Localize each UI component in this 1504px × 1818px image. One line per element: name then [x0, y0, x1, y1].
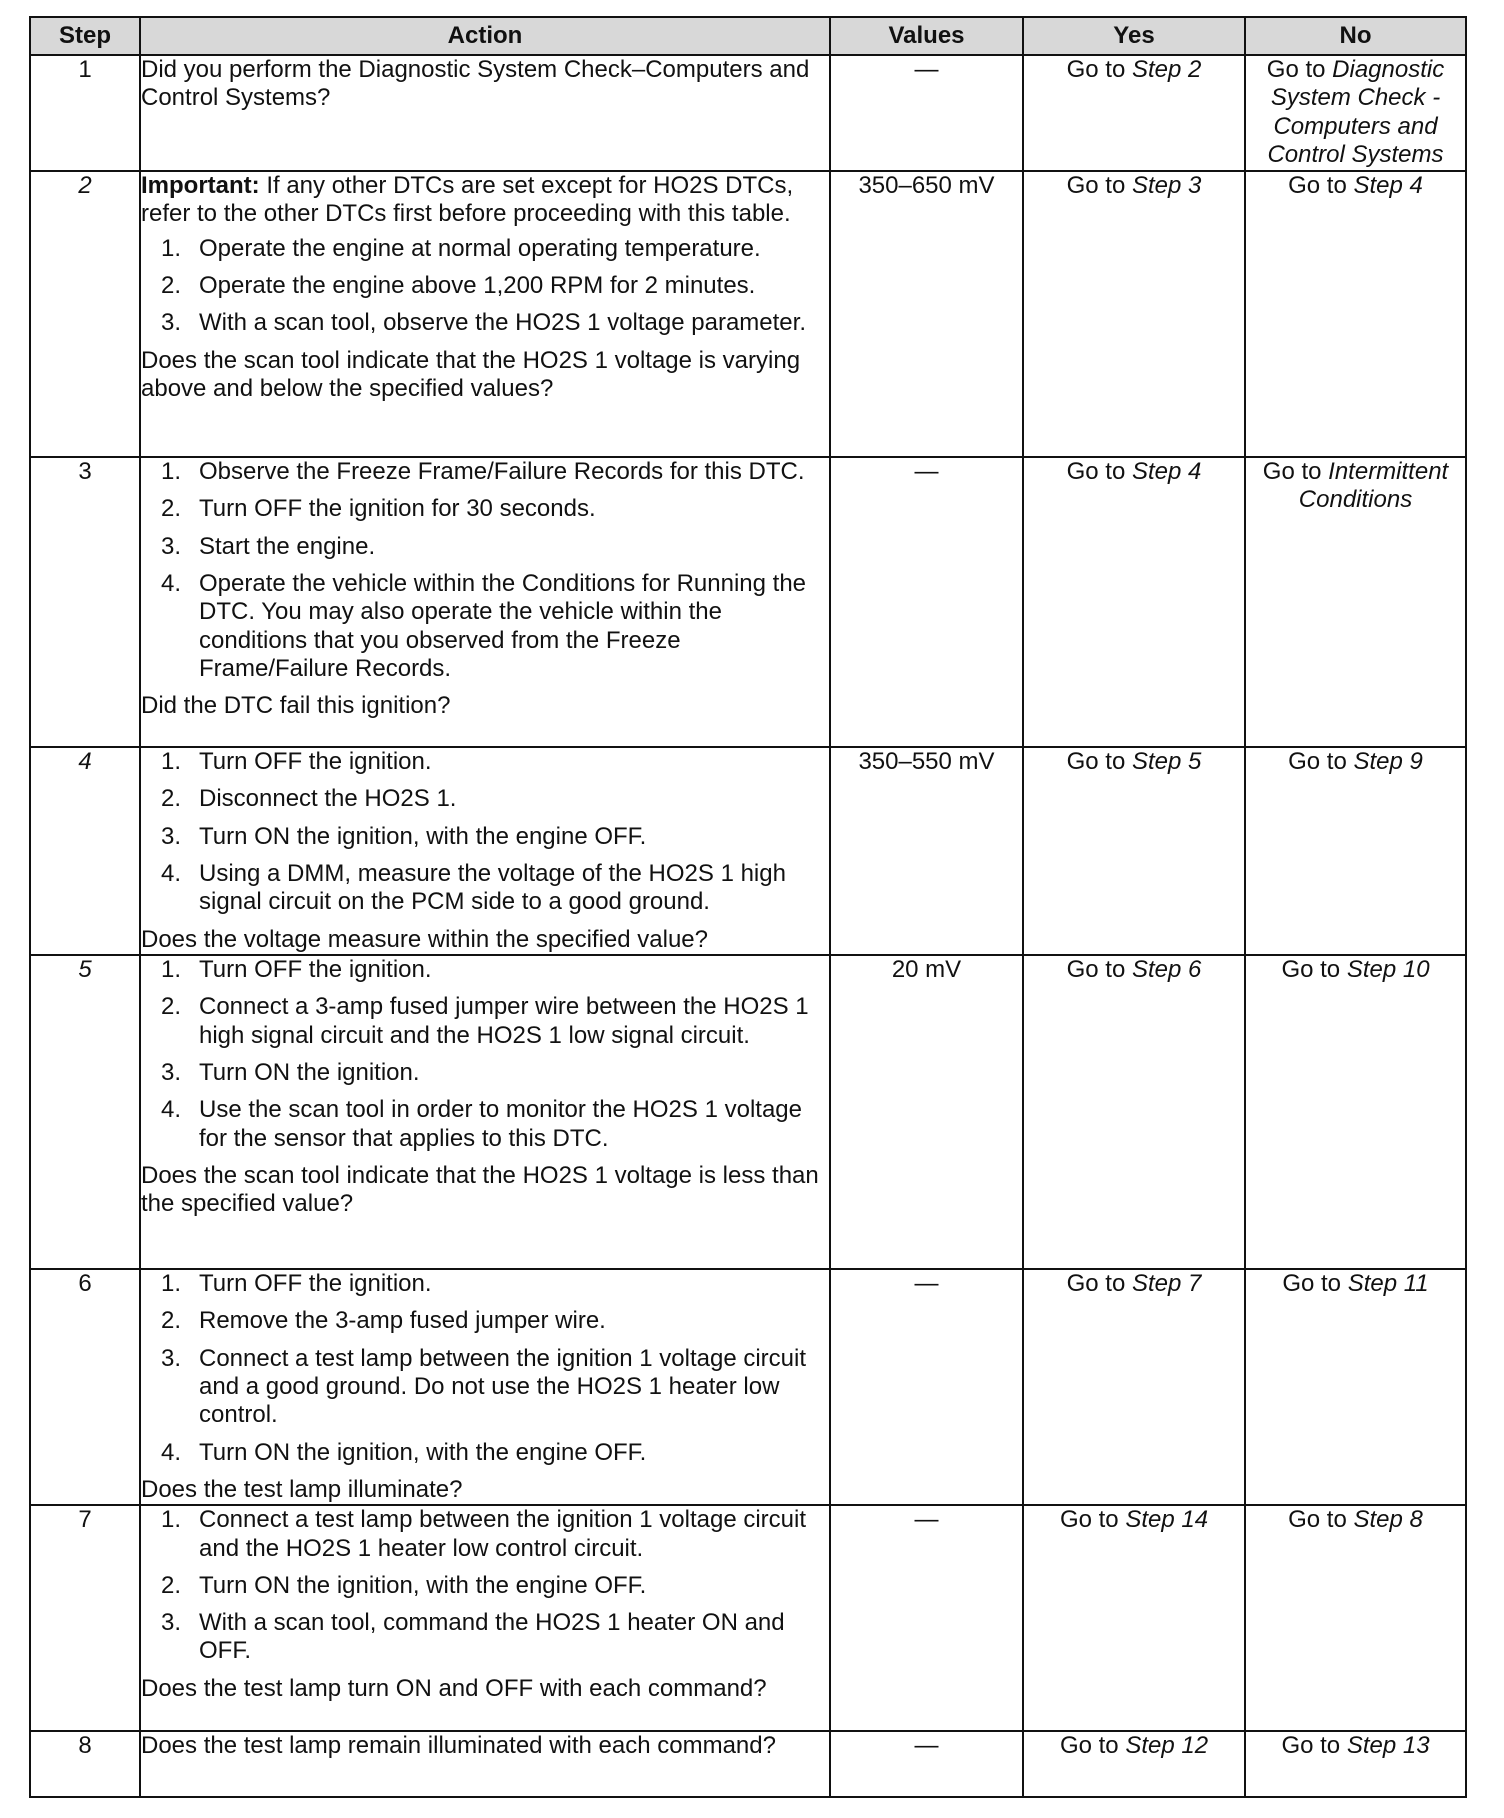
yes-prefix: Go to	[1066, 56, 1126, 83]
no-prefix: Go to	[1288, 1506, 1347, 1534]
no-cell	[1245, 1269, 1466, 1505]
list-item: 4. Turn ON the ignition, with the engine OFF.	[161, 1438, 647, 1466]
step-number: 4	[30, 747, 140, 955]
procedure-list	[141, 956, 829, 1153]
no-prefix: Go to	[1266, 56, 1326, 83]
no-prefix: Go to	[1282, 1270, 1342, 1297]
yes-prefix: Go to	[1066, 748, 1126, 775]
action-cell	[140, 1505, 830, 1731]
no-prefix: Go to	[1281, 956, 1341, 983]
yes-prefix: Go to	[1059, 1732, 1119, 1760]
yes-prefix: Go to	[1066, 1270, 1126, 1297]
yes-prefix: Go to	[1066, 458, 1126, 485]
action-question: Does the test lamp illuminate?	[141, 1475, 463, 1503]
list-item: 1. Observe the Freeze Frame/Failure Records for this DTC.	[161, 458, 805, 485]
procedure-list	[141, 1506, 829, 1666]
action-cell	[140, 55, 830, 171]
no-link[interactable]: Step 10	[1346, 956, 1430, 983]
yes-link[interactable]: Step 2	[1131, 56, 1202, 83]
list-item: 1. Connect a test lamp between the ignition 1 voltage circuit and the HO2S 1 heater low control circuit.	[161, 1506, 807, 1562]
table-row	[30, 1505, 1466, 1731]
yes-link[interactable]: Step 12	[1125, 1732, 1209, 1760]
list-item: 1. Turn OFF the ignition.	[161, 956, 432, 983]
action-question: Does the test lamp remain illuminated with each command?	[141, 1732, 776, 1760]
step-number: 6	[30, 1269, 140, 1505]
action-cell	[140, 1731, 830, 1797]
important-note	[141, 172, 829, 229]
important-label: Important:	[141, 172, 260, 199]
no-prefix: Go to	[1262, 458, 1322, 485]
yes-cell	[1023, 1505, 1245, 1731]
yes-cell	[1023, 1731, 1245, 1797]
yes-prefix: Go to	[1059, 1506, 1119, 1534]
no-link[interactable]: Step 11	[1347, 1270, 1429, 1297]
action-question: Did you perform the Diagnostic System Check–Computers and Control Systems?	[141, 56, 810, 112]
list-item: 3. Connect a test lamp between the ignition 1 voltage circuit and a good ground. Do not use the HO2S 1 heater low control.	[161, 1344, 807, 1429]
yes-link[interactable]: Step 14	[1125, 1506, 1209, 1534]
no-link[interactable]: Step 4	[1353, 172, 1423, 199]
no-prefix: Go to	[1281, 1732, 1341, 1760]
procedure-list	[141, 1270, 829, 1467]
table-row	[30, 1731, 1466, 1797]
header-row	[30, 17, 1466, 55]
header-yes: Yes	[1023, 17, 1245, 55]
value-cell: 350–650 mV	[830, 171, 1023, 457]
yes-link[interactable]: Step 3	[1131, 172, 1202, 199]
no-link[interactable]: Step 9	[1353, 748, 1423, 775]
step-number: 7	[30, 1505, 140, 1731]
step-number: 8	[30, 1731, 140, 1797]
header-no: No	[1245, 17, 1466, 55]
list-item: 2. Operate the engine above 1,200 RPM for 2 minutes.	[161, 271, 756, 299]
step-number: 1	[30, 55, 140, 171]
procedure-list	[141, 458, 829, 683]
list-item: 3. Turn ON the ignition.	[161, 1058, 420, 1086]
no-link[interactable]: Step 13	[1346, 1732, 1430, 1760]
yes-link[interactable]: Step 5	[1131, 748, 1202, 775]
list-item: 3. With a scan tool, observe the HO2S 1 voltage parameter.	[161, 309, 806, 337]
no-link[interactable]: Diagnostic System Check - Computers and Control Systems	[1267, 56, 1445, 168]
action-question: Does the scan tool indicate that the HO2S 1 voltage is less than the specified value?	[141, 1161, 819, 1218]
no-prefix: Go to	[1288, 172, 1347, 199]
no-cell	[1245, 1731, 1466, 1797]
list-item: 1. Turn OFF the ignition.	[161, 748, 432, 775]
action-cell	[140, 1269, 830, 1505]
yes-cell	[1023, 171, 1245, 457]
list-item: 2. Turn ON the ignition, with the engine OFF.	[161, 1571, 647, 1599]
no-prefix: Go to	[1288, 748, 1347, 775]
value-cell: —	[830, 457, 1023, 747]
header-values: Values	[830, 17, 1023, 55]
list-item: 3. Turn ON the ignition, with the engine OFF.	[161, 822, 647, 850]
table-row	[30, 55, 1466, 171]
list-item: 1. Turn OFF the ignition.	[161, 1270, 432, 1297]
step-number: 5	[30, 955, 140, 1269]
yes-cell	[1023, 1269, 1245, 1505]
no-cell	[1245, 457, 1466, 747]
table-row	[30, 457, 1466, 747]
list-item: 3. Start the engine.	[161, 532, 376, 560]
list-item: 4. Operate the vehicle within the Conditions for Running the DTC. You may also operate the vehicle within the conditions that you observed from the Freeze Frame/Failure Records.	[161, 569, 807, 682]
action-cell	[140, 457, 830, 747]
diagnostic-table	[29, 16, 1467, 1798]
action-cell	[140, 171, 830, 457]
value-cell: 350–550 mV	[830, 747, 1023, 955]
table-row	[30, 747, 1466, 955]
action-question: Does the voltage measure within the specified value?	[141, 925, 708, 953]
no-link[interactable]: Intermittent Conditions	[1298, 458, 1449, 514]
no-link[interactable]: Step 8	[1353, 1506, 1423, 1534]
procedure-list	[141, 235, 829, 338]
yes-cell	[1023, 747, 1245, 955]
value-cell: —	[830, 55, 1023, 171]
yes-link[interactable]: Step 4	[1131, 458, 1202, 485]
action-cell	[140, 955, 830, 1269]
value-cell: —	[830, 1505, 1023, 1731]
no-cell	[1245, 171, 1466, 457]
no-cell	[1245, 747, 1466, 955]
value-cell: 20 mV	[830, 955, 1023, 1269]
list-item: 3. With a scan tool, command the HO2S 1 heater ON and OFF.	[161, 1609, 785, 1665]
list-item: 4. Using a DMM, measure the voltage of the HO2S 1 high signal circuit on the PCM side to a good ground.	[161, 859, 786, 916]
yes-link[interactable]: Step 6	[1131, 956, 1202, 983]
header-step: Step	[30, 17, 140, 55]
yes-link[interactable]: Step 7	[1131, 1270, 1202, 1297]
list-item: 1. Operate the engine at normal operating temperature.	[161, 234, 761, 262]
table-row	[30, 1269, 1466, 1505]
table-row	[30, 171, 1466, 457]
step-number: 3	[30, 457, 140, 747]
value-cell: —	[830, 1731, 1023, 1797]
action-question: Does the test lamp turn ON and OFF with each command?	[141, 1674, 767, 1702]
step-number: 2	[30, 171, 140, 457]
list-item: 2. Turn OFF the ignition for 30 seconds.	[161, 495, 596, 523]
action-question: Did the DTC fail this ignition?	[141, 692, 451, 720]
procedure-list	[141, 748, 829, 917]
list-item: 2. Remove the 3-amp fused jumper wire.	[161, 1307, 606, 1335]
header-action: Action	[140, 17, 830, 55]
yes-cell	[1023, 955, 1245, 1269]
important-text: If any other DTCs are set except for HO2S DTCs, refer to the other DTCs first before proceeding with this table.	[141, 172, 794, 228]
yes-cell	[1023, 55, 1245, 171]
list-item: 2. Disconnect the HO2S 1.	[161, 785, 457, 813]
list-item: 2. Connect a 3-amp fused jumper wire between the HO2S 1 high signal circuit and the HO2S 1 low signal circuit.	[161, 993, 809, 1049]
no-cell	[1245, 1505, 1466, 1731]
table-row	[30, 955, 1466, 1269]
value-cell: —	[830, 1269, 1023, 1505]
no-cell	[1245, 55, 1466, 171]
yes-prefix: Go to	[1066, 172, 1126, 199]
action-cell	[140, 747, 830, 955]
yes-prefix: Go to	[1066, 956, 1126, 983]
list-item: 4. Use the scan tool in order to monitor the HO2S 1 voltage for the sensor that applies to this DTC.	[161, 1096, 802, 1152]
yes-cell	[1023, 457, 1245, 747]
no-cell	[1245, 955, 1466, 1269]
action-question: Does the scan tool indicate that the HO2S 1 voltage is varying above and below the specified values?	[141, 346, 801, 402]
